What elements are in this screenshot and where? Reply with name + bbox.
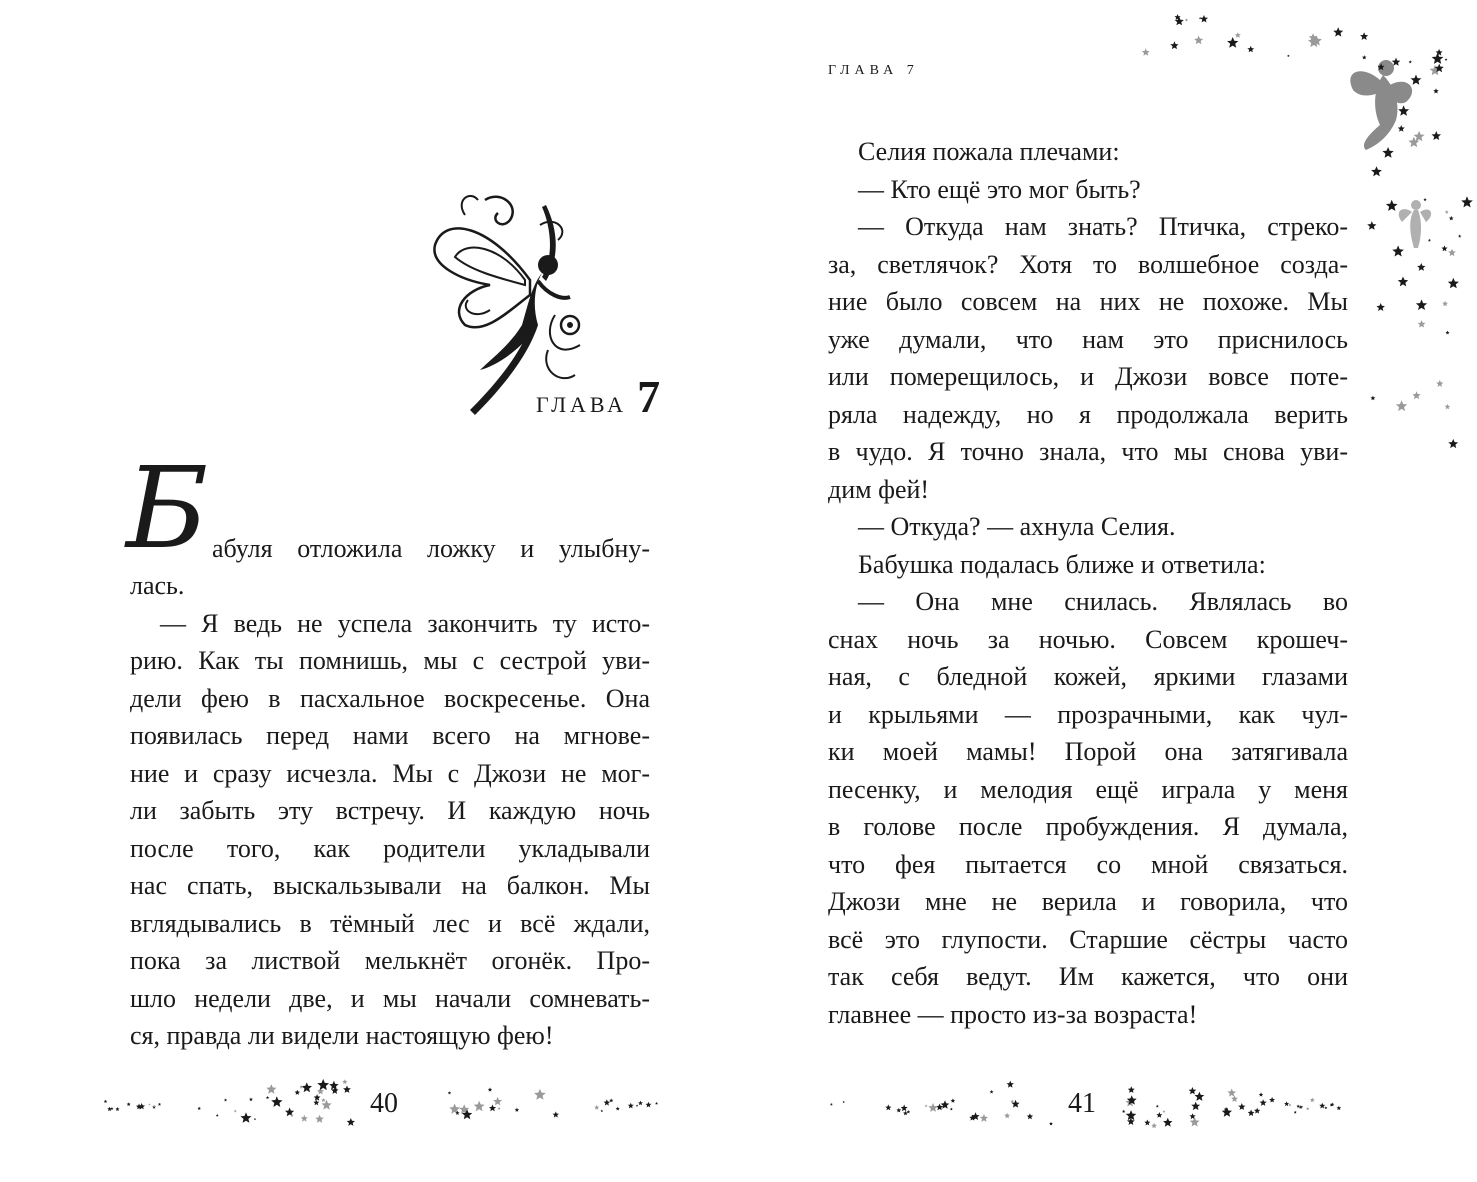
star-icon (628, 1103, 634, 1109)
star-icon (1423, 198, 1426, 201)
star-icon (1360, 32, 1368, 40)
star-icon (301, 1115, 308, 1122)
text-line: уже думали, что нам это приснилось (828, 324, 1348, 354)
star-icon (321, 1098, 325, 1102)
star-icon (1414, 131, 1425, 141)
star-icon (313, 1100, 319, 1106)
star-icon (1308, 36, 1320, 47)
star-icon (885, 1104, 891, 1110)
star-icon (1185, 18, 1188, 21)
star-icon (1294, 1111, 1297, 1114)
star-icon (1411, 75, 1422, 85)
star-icon (1386, 200, 1398, 211)
star-icon (636, 1104, 638, 1106)
text-line: — Она мне снилась. Являлась во (858, 587, 1348, 616)
star-icon (347, 1118, 355, 1126)
star-icon (1011, 1100, 1015, 1103)
star-icon (295, 1090, 301, 1095)
text-line: так себя ведут. Им кажется, что они (828, 962, 1348, 991)
drop-cap: Б (126, 444, 209, 574)
star-icon (1151, 1123, 1157, 1128)
star-icon (1398, 105, 1409, 115)
star-icon (1306, 1107, 1309, 1110)
text-line: дели фею в пасхальное воскресенье. Она (130, 683, 650, 713)
star-icon (127, 1102, 131, 1106)
star-icon (1337, 1106, 1342, 1110)
star-icon (488, 1087, 492, 1091)
text-line: Бабушка подалась ближе и ответила: (858, 549, 1266, 579)
star-icon (1189, 1087, 1197, 1094)
text-line: в голове после пробуждения. Я думала, (828, 812, 1348, 841)
star-icon (1170, 41, 1178, 49)
star-icon (241, 1112, 252, 1122)
text-line: что фея пытается со мной связаться. (828, 849, 1348, 879)
star-icon (1370, 396, 1375, 401)
star-icon (980, 1114, 988, 1122)
star-icon (1412, 391, 1420, 399)
star-icon (314, 1094, 321, 1101)
star-icon (1235, 32, 1241, 38)
star-icon (158, 1103, 161, 1106)
star-icon (198, 1107, 202, 1110)
star-icon (601, 1110, 604, 1113)
star-icon (1436, 49, 1443, 56)
star-icon (941, 1100, 950, 1108)
first-line (126, 444, 650, 574)
star-icon (1238, 1103, 1245, 1110)
star-icon (1191, 1102, 1200, 1111)
star-icon (1287, 55, 1290, 58)
star-icon (950, 1108, 953, 1111)
star-icon (302, 1082, 312, 1092)
text-line: шло недели две, и мы начали сомневать- (130, 983, 650, 1013)
star-icon (104, 1100, 108, 1103)
text-line: — Откуда нам знать? Птичка, стреко- (858, 212, 1348, 241)
star-icon (1446, 331, 1450, 335)
star-icon (990, 1090, 994, 1094)
star-icon (1448, 249, 1456, 256)
star-icon (604, 1099, 611, 1105)
star-icon (1461, 196, 1473, 207)
star-icon (317, 1079, 329, 1090)
star-icon (1433, 88, 1439, 93)
text-line: Селия пожала плечами: (858, 137, 1120, 166)
text-line: появилась перед нами всего на мгнове- (130, 721, 650, 750)
text-line: ки моей мамы! Порой она затягивала (828, 737, 1348, 766)
chapter-word: ГЛАВА (536, 392, 628, 417)
text-line: ли забыть эту встречу. И каждую ночь (130, 796, 650, 825)
star-icon (1398, 125, 1405, 132)
star-icon (493, 1097, 502, 1105)
star-icon (1324, 1106, 1327, 1109)
text-line: нас спать, выскальзывали на балкон. Мы (130, 871, 650, 900)
first-line-text: абуля отложила ложку и улыбну- (212, 533, 650, 563)
star-icon (1247, 46, 1254, 53)
right-page (738, 0, 1477, 1182)
star-icon (1284, 1101, 1289, 1106)
star-icon (1333, 27, 1343, 36)
star-icon (1409, 60, 1412, 63)
star-icon (474, 1101, 485, 1112)
chapter-number: 7 (637, 371, 661, 422)
star-icon (1449, 216, 1454, 221)
text-line: Джози мне не верила и говорила, что (828, 887, 1348, 916)
star-icon (1417, 263, 1425, 271)
star-icon (1254, 1108, 1260, 1114)
text-line: за, светлячок? Хотя то волшебное созда- (828, 249, 1348, 279)
star-icon (224, 1099, 227, 1102)
star-icon (1296, 1105, 1300, 1108)
text-line: ся, правда ли видели настоящую фею! (130, 1021, 554, 1050)
star-icon (1128, 1086, 1135, 1093)
chapter-heading (536, 370, 660, 423)
text-line: в чудо. Я точно знала, что мы снова уви- (828, 437, 1348, 466)
star-icon (646, 1102, 652, 1108)
text-line: после того, как родители укладывали (130, 833, 650, 863)
text-line: песенку, и мелодия ещё играла у меня (828, 774, 1348, 804)
star-icon (1319, 1103, 1325, 1109)
star-icon (271, 1096, 282, 1107)
star-icon (148, 1103, 150, 1105)
star-icon (249, 1097, 253, 1101)
star-icon (448, 1091, 451, 1094)
star-icon (901, 1105, 908, 1112)
text-line: — Кто ещё это мог быть? (858, 174, 1141, 204)
star-icon (638, 1101, 643, 1106)
text-line: дим фей! (828, 474, 930, 504)
star-icon (266, 1096, 269, 1099)
star-icon (1458, 234, 1461, 237)
star-icon (1310, 1098, 1315, 1103)
star-icon (1227, 1089, 1236, 1097)
star-icon (655, 1102, 658, 1105)
running-head: ГЛАВА 7 (828, 63, 919, 78)
star-border-icon (808, 1075, 1388, 1135)
star-icon (1269, 1097, 1275, 1103)
star-icon (925, 1105, 928, 1108)
star-icon (498, 1107, 501, 1110)
right-page-text (828, 133, 1348, 1033)
star-icon (843, 1101, 845, 1103)
star-icon (1200, 15, 1208, 22)
star-icon (115, 1107, 119, 1111)
star-icon (234, 1110, 237, 1113)
star-icon (1441, 245, 1447, 251)
star-icon (1418, 320, 1426, 327)
left-page (0, 0, 738, 1182)
star-icon (343, 1086, 351, 1093)
star-icon (1448, 278, 1459, 289)
star-icon (1227, 37, 1238, 48)
star-icon (489, 1105, 496, 1112)
text-line: снах ночь за ночью. Совсем крошеч- (828, 624, 1348, 654)
text-line: рию. Как ты помнишь, мы с сестрой уви- (130, 646, 650, 675)
text-line: — Я ведь не успела закончить ту исто- (160, 608, 650, 638)
text-line: ряла надежду, но я продолжала верить (828, 399, 1348, 429)
text-line: ная, с бледной кожей, яркими глазами (828, 662, 1348, 691)
star-icon (534, 1089, 546, 1100)
star-icon (1163, 1118, 1173, 1127)
star-icon (1432, 131, 1442, 140)
text-line: пока за листвой мелькнёт огонёк. Про- (130, 946, 650, 975)
star-icon (951, 1098, 956, 1102)
star-icon (1448, 439, 1458, 448)
star-icon (1398, 277, 1408, 287)
star-icon (1436, 380, 1443, 387)
star-icon (594, 1105, 599, 1110)
star-icon (1442, 301, 1448, 307)
star-icon (896, 1108, 901, 1113)
star-icon (1004, 1113, 1010, 1119)
page-number: 41 (1068, 1088, 1096, 1119)
star-icon (928, 1103, 937, 1112)
star-icon (1231, 1095, 1238, 1102)
star-icon (1445, 58, 1448, 61)
text-line: или померещилось, и Джози вовсе поте- (828, 362, 1348, 391)
text-line: главнее — просто из-за возраста! (828, 999, 1198, 1029)
text-line: и крыльями — прозрачными, как чул- (828, 699, 1348, 729)
left-page-text (126, 444, 650, 1055)
star-icon (1362, 55, 1367, 59)
star-icon (1445, 210, 1449, 214)
star-icon (1142, 48, 1150, 55)
text-line: ние и сразу исчезла. Мы с Джози не мог- (130, 758, 650, 788)
star-icon (315, 1115, 324, 1123)
star-icon (1371, 166, 1382, 176)
star-icon (515, 1108, 519, 1112)
star-icon (1199, 17, 1201, 19)
star-icon (1396, 400, 1407, 411)
star-icon (216, 1114, 219, 1117)
star-icon (254, 1118, 256, 1120)
star-icon (1122, 1110, 1125, 1113)
star-icon (1288, 1103, 1291, 1106)
star-icon (1367, 221, 1376, 230)
star-icon (1416, 299, 1427, 310)
star-icon (1222, 1107, 1232, 1117)
star-icon (329, 1081, 338, 1090)
star-icon (1392, 245, 1404, 256)
star-icon (266, 1084, 276, 1094)
star-icon (1428, 239, 1431, 242)
star-icon (1259, 1092, 1263, 1096)
star-icon (1445, 404, 1451, 409)
page-number: 40 (370, 1088, 398, 1119)
star-icon (1144, 1120, 1150, 1126)
star-icon (1248, 1110, 1255, 1117)
star-icon (1163, 1110, 1166, 1113)
star-icon (1156, 1105, 1159, 1108)
text-line: ние было совсем на них не похоже. Мы (828, 287, 1348, 316)
star-icon (1049, 1122, 1053, 1126)
star-icon (616, 1107, 620, 1111)
star-icon (1260, 1099, 1267, 1106)
star-icon (107, 1107, 112, 1112)
star-icon (1007, 1081, 1014, 1088)
text-line: всё это глупости. Старшие сёстры часто (828, 924, 1348, 954)
star-icon (830, 1103, 833, 1106)
text-line: лась. (130, 571, 185, 600)
star-icon (1382, 147, 1393, 158)
star-icon (1377, 303, 1385, 311)
star-icon (1156, 1112, 1162, 1118)
star-icon (1027, 1113, 1033, 1119)
star-icon (553, 1111, 560, 1117)
star-icon (1194, 36, 1203, 45)
star-icon (1195, 1092, 1205, 1101)
star-icon (342, 1079, 347, 1084)
text-line: вглядывались в тёмный лес и всё ждали, (130, 908, 650, 938)
text-line: — Откуда? — ахнула Селия. (858, 512, 1176, 541)
